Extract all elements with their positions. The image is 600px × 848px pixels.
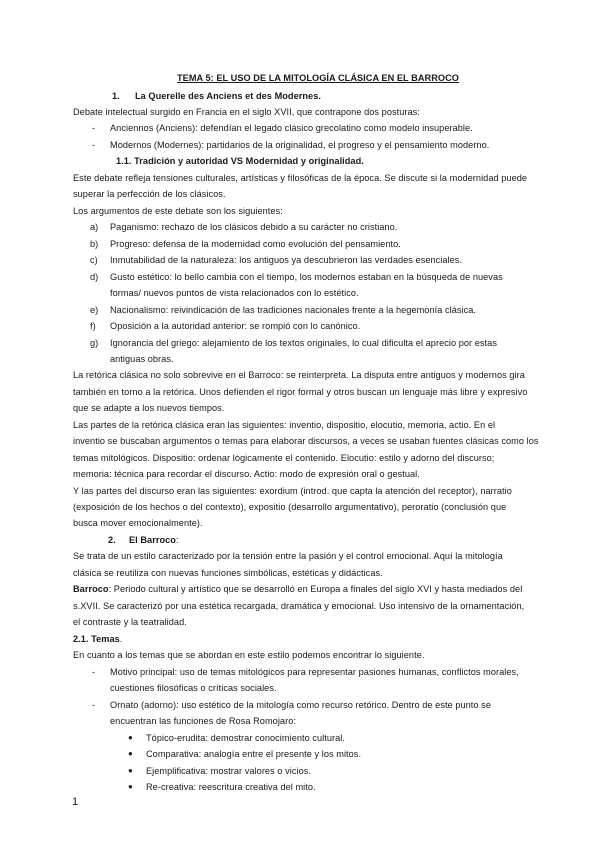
bullet-item-ancients: Anciennos (Anciens): defendían el legado clásico grecolatino como modelo insuperable. bbox=[110, 123, 473, 133]
argument-gusto-estetico: Gusto estético: lo bello cambia con el tiempo, los modernos estaban en la búsqueda de nuevas bbox=[110, 272, 503, 282]
bullet-dot-icon: ● bbox=[128, 766, 133, 775]
bullet-mark: - bbox=[92, 140, 96, 150]
tema-motivo-principal: Motivo principal: uso de temas mitológicos para representar pasiones humanas, conflictos morales, bbox=[110, 667, 519, 677]
section-2-title: El Barroco bbox=[128, 535, 176, 545]
subsection-1-1-number: 1.1. bbox=[116, 156, 132, 166]
page-number: 1 bbox=[72, 796, 79, 808]
subsection-2-1-title-end: . bbox=[119, 634, 123, 644]
argument-progreso: Progreso: defensa de la modernidad como evolución del pensamiento. bbox=[110, 239, 401, 249]
paragraph-line: Este debate refleja tensiones culturales, artísticas y filosóficas de la época. Se discute si la modernidad puede bbox=[73, 173, 528, 183]
paragraph-line: también en torno a la retórica. Unos defienden el rigor formal y otros buscan un lenguaje más libre y expresivo bbox=[73, 387, 528, 397]
bullet-mark: - bbox=[92, 123, 96, 133]
paragraph-line: Y las partes del discurso eran las siguientes: exordium (introd. que capta la atención del receptor), narratio bbox=[73, 486, 512, 496]
argument-oposicion: Oposición a la autoridad anterior: se rompió con lo canónico. bbox=[110, 321, 361, 331]
section-1-number: 1. bbox=[112, 91, 120, 101]
paragraph-line: inventio se buscaban argumentos o temas para elaborar discursos, a veces se usaban fuentes clásicas como los bbox=[73, 436, 539, 446]
paragraph-line: memoria: técnica para recordar el discurso. Actio: modo de expresión oral o gestual. bbox=[73, 469, 420, 479]
subsection-1-1-title-end: . bbox=[361, 156, 364, 166]
paragraph-line: Las partes de la retórica clásica eran las siguientes: inventio, dispositio, elocutio, memoria, actio. En el bbox=[73, 420, 496, 430]
paragraph-line: clásica se reutiliza con nuevas funciones simbólicas, estéticas y didácticas. bbox=[73, 568, 383, 578]
subsection-1-1-heading bbox=[116, 153, 364, 170]
argument-nacionalismo: Nacionalismo: reivindicación de las tradiciones nacionales frente a la hegemonía clásica. bbox=[110, 305, 477, 315]
list-marker: g) bbox=[90, 338, 99, 348]
section-1-heading bbox=[112, 88, 321, 105]
tema-ornato: Ornato (adorno): uso estético de la mitología como recurso retórico. Dentro de este punto se bbox=[110, 700, 491, 710]
paragraph-line: superar la perfección de los clásicos. bbox=[73, 189, 226, 199]
bullet-mark: - bbox=[92, 667, 96, 677]
funcion-re-creativa: Re-creativa: reescritura creativa del mito. bbox=[146, 782, 316, 792]
list-marker: e) bbox=[90, 305, 99, 315]
paragraph-line: (exposición de los hechos o del contexto), expositio (desarrollo argumentativo), peroratio (conclusión que bbox=[73, 502, 507, 512]
tema-motivo-principal-cont: cuestiones filosóficas o críticas sociales. bbox=[110, 683, 277, 693]
temas-intro: En cuanto a los temas que se abordan en este estilo podemos encontrar lo siguiente. bbox=[73, 650, 425, 660]
subsection-2-1-heading bbox=[73, 631, 122, 648]
argument-ignorancia-cont: antiguas obras. bbox=[110, 354, 174, 364]
bullet-mark: - bbox=[92, 700, 96, 710]
paragraph-line: el contraste y la teatralidad. bbox=[73, 617, 187, 627]
barroco-label: Barroco bbox=[73, 584, 109, 594]
arguments-intro: Los argumentos de este debate son los siguientes: bbox=[73, 206, 283, 216]
section-1-title-end: . bbox=[318, 91, 321, 101]
paragraph-line: que se adapte a los nuevos tiempos. bbox=[73, 403, 225, 413]
bullet-dot-icon: ● bbox=[128, 733, 133, 742]
list-marker: f) bbox=[90, 321, 96, 331]
subsection-2-1-title: Temas bbox=[91, 634, 120, 644]
argument-ignorancia: Ignorancia del griego: alejamiento de los textos originales, lo cual dificulta el aprecio por estas bbox=[110, 338, 497, 348]
funcion-ejemplificativa: Ejemplificativa: mostrar valores o vicios. bbox=[146, 766, 311, 776]
list-marker: c) bbox=[90, 255, 98, 265]
argument-gusto-estetico-cont: formas/ nuevos puntos de vista relacionados con lo estético. bbox=[110, 288, 359, 298]
funcion-comparativa: Comparativa: analogía entre el presente y los mitos. bbox=[146, 749, 362, 759]
section-2-title-end: : bbox=[175, 535, 179, 545]
section-2-heading bbox=[108, 532, 179, 549]
bullet-item-moderns: Modernos (Modernes): partidarios de la originalidad, el progreso y el pensamiento moderno. bbox=[110, 140, 490, 150]
barroco-definition bbox=[73, 581, 522, 598]
argument-paganismo: Paganismo: rechazo de los clásicos debido a su carácter no cristiano. bbox=[110, 222, 398, 232]
subsection-1-1-title: Tradición y autoridad VS Modernidad y originalidad bbox=[134, 156, 362, 166]
bullet-dot-icon: ● bbox=[128, 749, 133, 758]
section-1-title: La Querelle des Anciens et des Modernes bbox=[134, 91, 319, 101]
bullet-dot-icon: ● bbox=[128, 782, 133, 791]
paragraph-line: La retórica clásica no solo sobrevive en el Barroco: se reinterpreta. La disputa entre antiguos y modernos gira bbox=[73, 370, 525, 380]
paragraph-line: busca mover emocionalmente). bbox=[73, 518, 203, 528]
section-2-number: 2. bbox=[108, 535, 116, 545]
list-marker: b) bbox=[90, 239, 99, 249]
paragraph-line: s.XVII. Se caracterizó por una estética recargada, dramática y emocional. Uso intensivo de la ornamentación, bbox=[73, 601, 525, 611]
argument-inmutabilidad: Inmutabilidad de la naturaleza: los antiguos ya descubrieron las verdades esenciales. bbox=[110, 255, 463, 265]
paragraph-line: temas mitológicos. Dispositio: ordenar lógicamente el contenido. Elocutio: estilo y adorno del discurso; bbox=[73, 453, 495, 463]
barroco-definition-text: : Periodo cultural y artístico que se desarrolló en Europa a finales del siglo XVI y hasta mediados del bbox=[108, 584, 523, 594]
funcion-topico-erudita: Tópico-erudita: demostrar conocimiento cultural. bbox=[146, 733, 345, 743]
section-1-intro: Debate intelectual surgido en Francia en el siglo XVII, que contrapone dos posturas: bbox=[73, 107, 420, 117]
list-marker: d) bbox=[90, 272, 99, 282]
list-marker: a) bbox=[90, 222, 99, 232]
tema-ornato-cont: encuentran las funciones de Rosa Romojaro: bbox=[110, 716, 296, 726]
paragraph-line: Se trata de un estilo caracterizado por la tensión entre la pasión y el control emocional. Aquí la mitología bbox=[73, 551, 503, 561]
subsection-2-1-number: 2.1. bbox=[73, 634, 89, 644]
document-title: TEMA 5: EL USO DE LA MITOLOGÍA CLÁSICA EN EL BARROCO bbox=[177, 73, 459, 83]
